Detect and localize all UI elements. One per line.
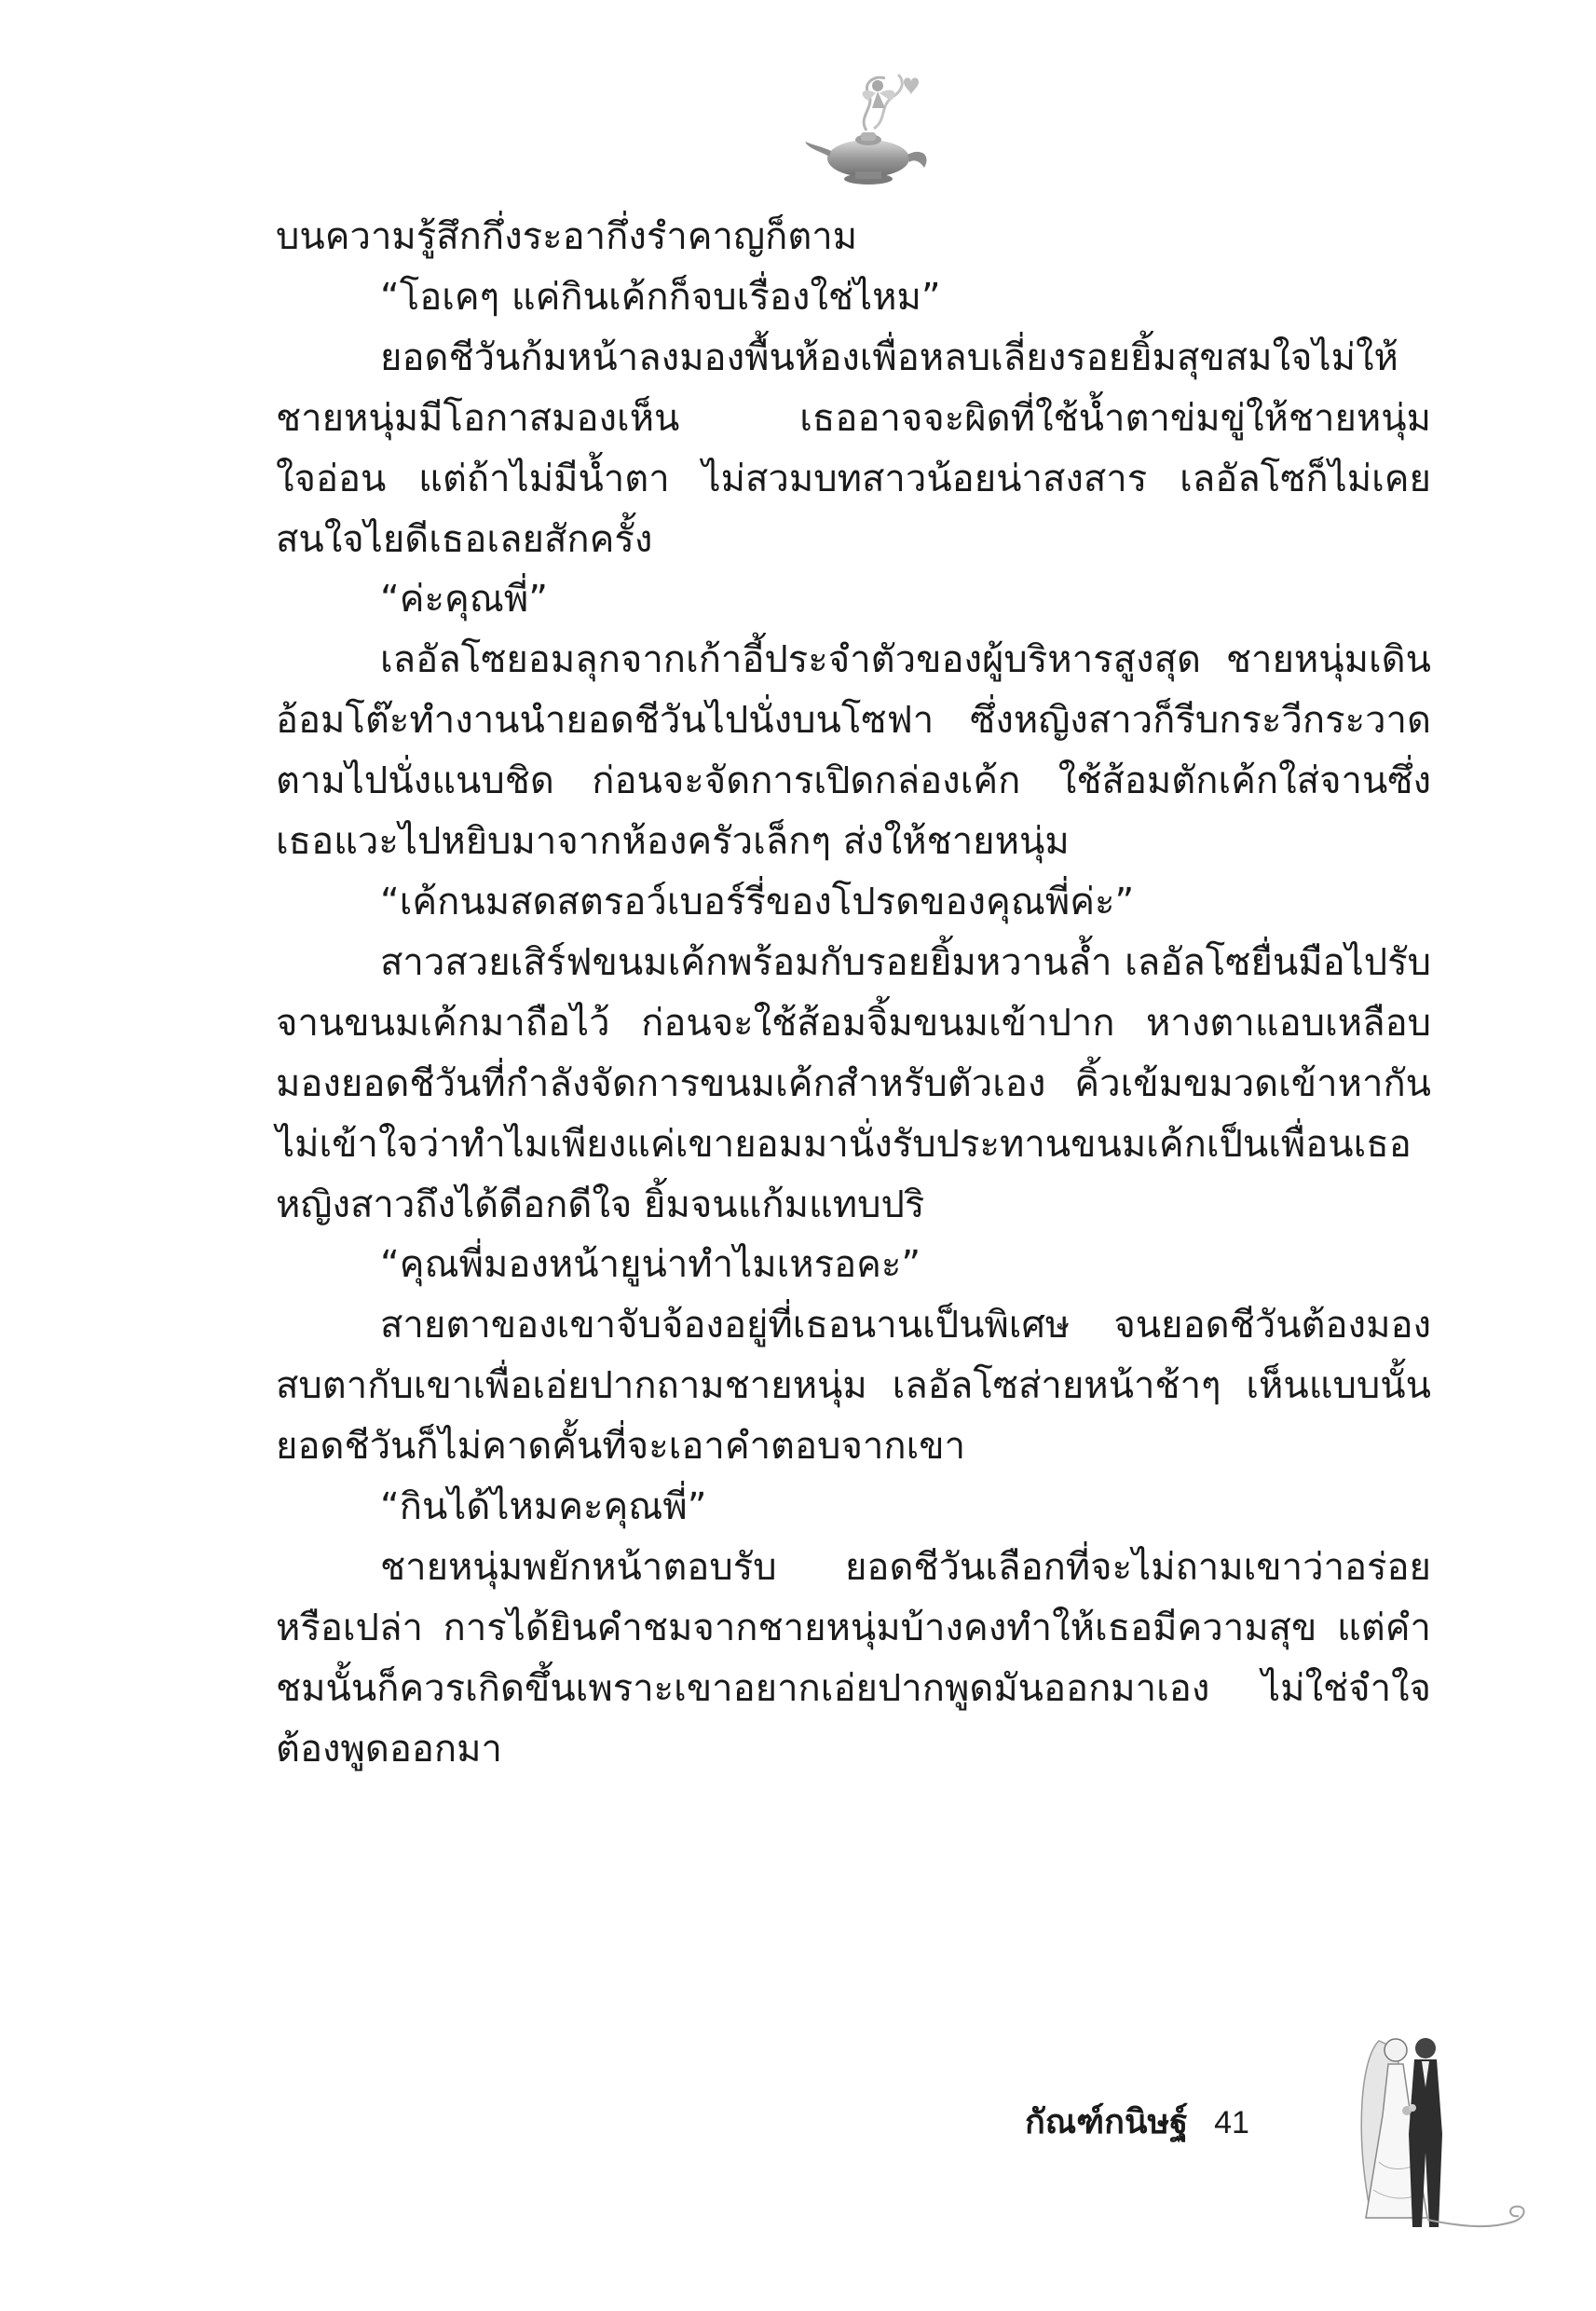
paragraph: ชายหนุ่มพยักหน้าตอบรับ ยอดชีวันเลือกที่จะไม่ถามเขาว่าอร่อยหรือเปล่า การได้ยินคำชมจากชายหนุ่มบ้างคงทำให้เธอมีความสุข แต่คำชมนั้นก็ควรเกิดขึ้นเพราะเขาอยากเอ่ยปากพูดมันออกมาเอง ไม่ใช่จำใจต้องพูดออกมา	[276, 1545, 1431, 1771]
page-footer	[1025, 2095, 1249, 2151]
book-title: กัณฑ์กนิษฐ์	[1025, 2103, 1189, 2141]
genie-lamp-icon	[801, 65, 941, 196]
paragraph: สาวสวยเสิร์ฟขนมเค้กพร้อมกับรอยยิ้มหวานล้ำ เลอัลโซยื่นมือไปรับจานขนมเค้กมาถือไว้ ก่อนจะใช้ส้อมจิ้มขนมเข้าปาก หางตาแอบเหลือบมองยอดชีวันที่กำลังจัดการขนมเค้กสำหรับตัวเอง คิ้วเข้มขมวดเข้าหากัน ไม่เข้าใจว่าทำไมเพียงแค่เขายอมมานั่งรับประทานขนมเค้กเป็นเพื่อนเธอ หญิงสาวถึงได้ดีอกดีใจ ยิ้มจนแก้มแทบปริ	[276, 940, 1431, 1226]
paragraph: “ค่ะคุณพี่”	[380, 578, 548, 622]
page-number: 41	[1214, 2105, 1249, 2140]
paragraph: “เค้กนมสดสตรอว์เบอร์รี่ของโปรดของคุณพี่ค่ะ”	[380, 880, 1135, 923]
paragraph: “โอเคๆ แค่กินเค้กก็จบเรื่องใช่ไหม”	[380, 275, 941, 319]
paragraph: “กินได้ไหมคะคุณพี่”	[380, 1485, 707, 1529]
bride-groom-illustration	[1342, 2022, 1537, 2255]
paragraph: บนความรู้สึกกึ่งระอากึ่งรำคาญก็ตาม	[276, 215, 858, 258]
paragraph: ยอดชีวันก้มหน้าลงมองพื้นห้องเพื่อหลบเลี่ยงรอยยิ้มสุขสมใจไม่ให้ชายหนุ่มมีโอกาสมองเห็น เธออาจจะผิดที่ใช้น้ำตาข่มขู่ให้ชายหนุ่มใจอ่อน แต่ถ้าไม่มีน้ำตา ไม่สวมบทสาวน้อยน่าสงสาร เลอัลโซก็ไม่เคยสนใจไยดีเธอเลยสักครั้ง	[276, 335, 1431, 561]
body-text	[276, 207, 1431, 1780]
paragraph: สายตาของเขาจับจ้องอยู่ที่เธอนานเป็นพิเศษ จนยอดชีวันต้องมองสบตากับเขาเพื่อเอ่ยปากถามชายหนุ่ม เลอัลโซส่ายหน้าช้าๆ เห็นแบบนั้นยอดชีวันก็ไม่คาดคั้นที่จะเอาคำตอบจากเขา	[276, 1304, 1431, 1469]
paragraph: เลอัลโซยอมลุกจากเก้าอี้ประจำตัวของผู้บริหารสูงสุด ชายหนุ่มเดินอ้อมโต๊ะทำงานนำยอดชีวันไปนั่งบนโซฟา ซึ่งหญิงสาวก็รีบกระวีกระวาดตามไปนั่งแนบชิด ก่อนจะจัดการเปิดกล่องเค้ก ใช้ส้อมตักเค้กใส่จานซึ่งเธอแวะไปหยิบมาจากห้องครัวเล็กๆ ส่งให้ชายหนุ่ม	[276, 638, 1431, 864]
paragraph: “คุณพี่มองหน้ายูน่าทำไมเหรอคะ”	[380, 1243, 921, 1287]
